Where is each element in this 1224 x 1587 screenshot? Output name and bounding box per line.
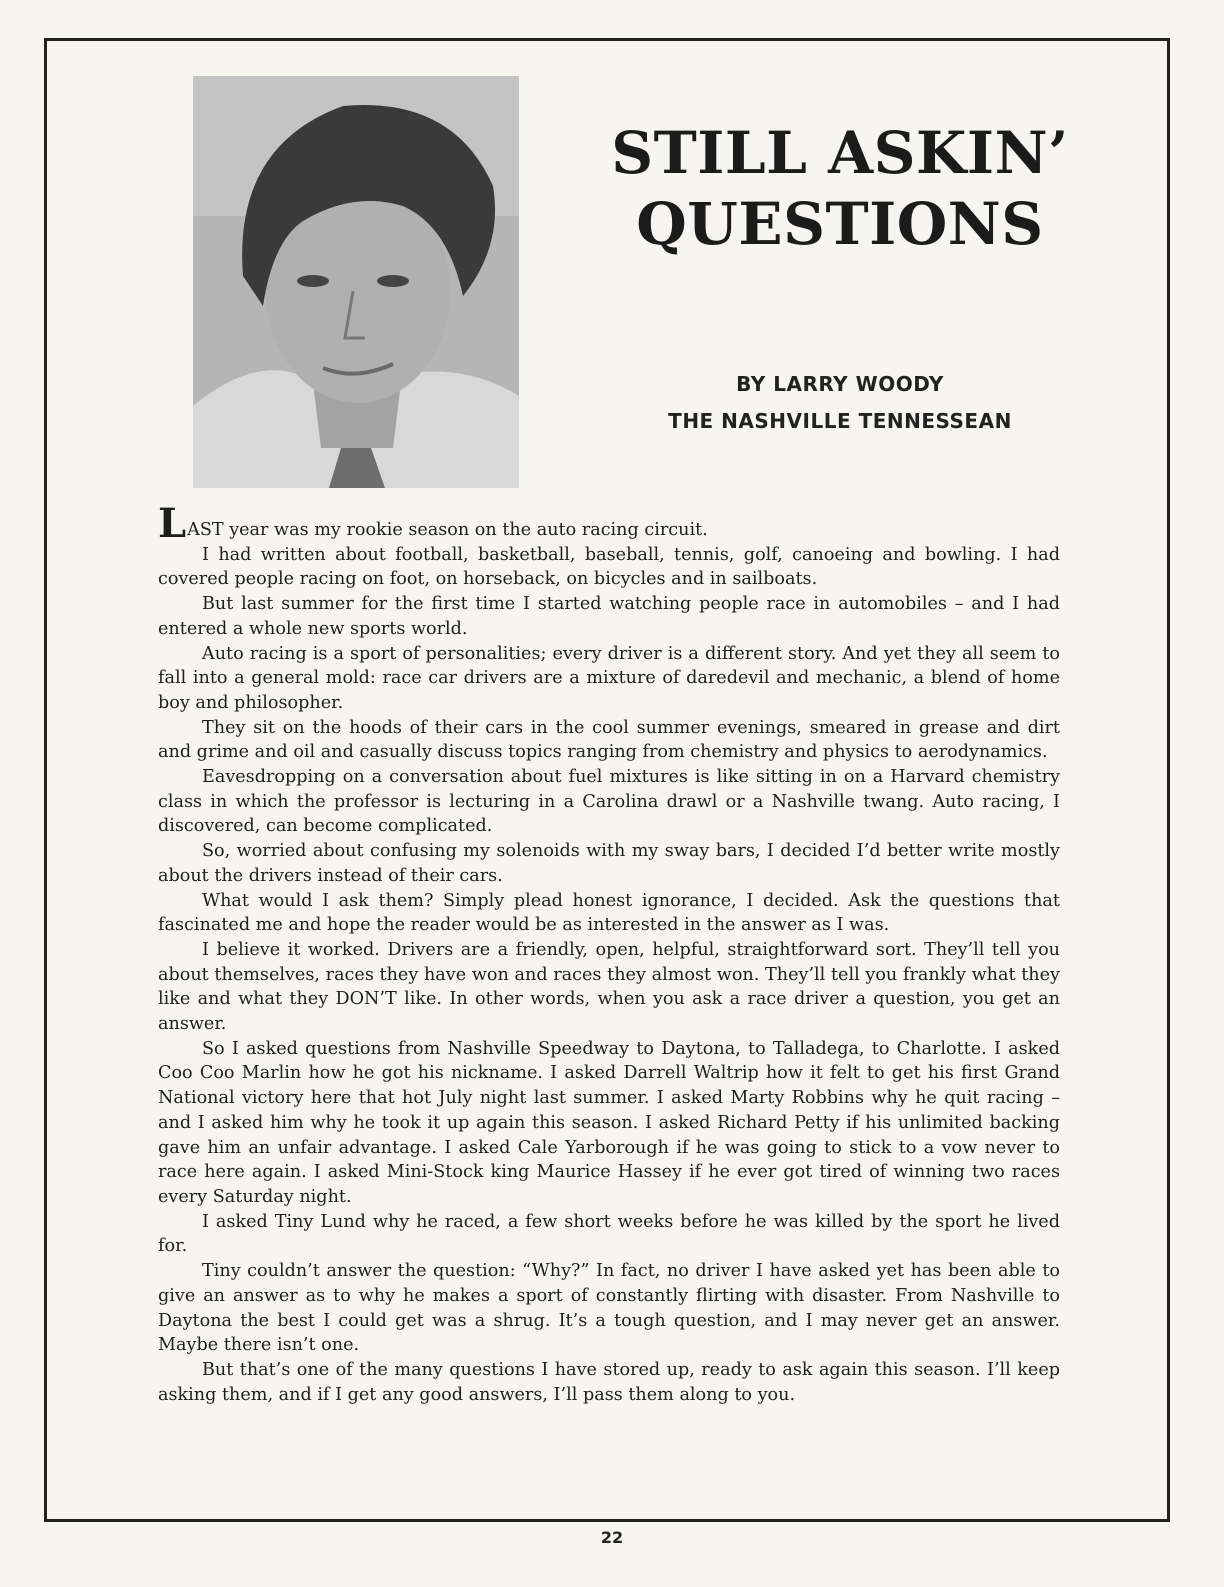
drop-cap: L <box>158 500 187 547</box>
paragraph-1 <box>158 500 1060 547</box>
paragraph: They sit on the hoods of their cars in the cool summer evenings, smeared in grease and dirt and grime and oil and casually discuss topics ranging from chemistry and physics to aerodynamics. <box>158 717 1060 763</box>
author-photo <box>193 76 519 488</box>
paragraph-1-text: AST year was my rookie season on the auto racing circuit. <box>187 520 708 540</box>
byline <box>640 366 1040 440</box>
title-line-2: QUESTIONS <box>636 190 1044 259</box>
page-number: 22 <box>600 1528 624 1547</box>
paragraph: But that’s one of the many questions I have stored up, ready to ask again this season. I’ll keep asking them, and if I get any good answers, I’ll pass them along to you. <box>158 1359 1060 1405</box>
paragraph: So I asked questions from Nashville Speedway to Daytona, to Talladega, to Charlotte. I asked Coo Coo Marlin how he got his nickname. I asked Darrell Waltrip how it felt to get his first Grand National victory here that hot July night last summer. I asked Marty Robbins why he quit racing – and I asked him why he took it up again this season. I asked Richard Petty if his unlimited backing gave him an unfair advantage. I asked Cale Yarborough if he was going to stick to a vow never to race here again. I asked Mini-Stock king Maurice Hassey if he ever got tired of winning two races every Saturday night. <box>158 1038 1060 1207</box>
paragraph: I asked Tiny Lund why he raced, a few short weeks before he was killed by the sport he lived for. <box>158 1211 1060 1257</box>
paragraph: So, worried about confusing my solenoids with my sway bars, I decided I’d better write mostly about the drivers instead of their cars. <box>158 841 1060 886</box>
paragraph: What would I ask them? Simply plead honest ignorance, I decided. Ask the questions that fascinated me and hope the reader would be as interested in the answer as I was. <box>158 890 1060 936</box>
publication-name: THE NASHVILLE TENNESSEAN <box>668 409 1012 433</box>
paragraph: Auto racing is a sport of personalities; every driver is a different story. And yet they all seem to fall into a general mold: race car drivers are a mixture of daredevil and mechanic, a blend of home boy and philosopher. <box>158 643 1060 713</box>
paragraph: I had written about football, basketball, baseball, tennis, golf, canoeing and bowling. I had covered people racing on foot, on horseback, on bicycles and in sailboats. <box>158 544 1060 590</box>
article-body <box>158 500 1060 1407</box>
paragraph: Tiny couldn’t answer the question: “Why?” In fact, no driver I have asked yet has been able to give an answer as to why he makes a sport of constantly flirting with disaster. From Nashville to Daytona the best I could get was a shrug. It’s a tough question, and I may never get an answer. Maybe there isn’t one. <box>158 1261 1060 1356</box>
paragraph: But last summer for the first time I started watching people race in automobiles – and I had entered a whole new sports world. <box>158 594 1060 639</box>
paragraph: I believe it worked. Drivers are a friendly, open, helpful, straightforward sort. They’ll tell you about themselves, races they have won and races they almost won. They’ll tell you frankly what they like and what they DON’T like. In other words, when you ask a race driver a question, you get an answer. <box>158 939 1060 1035</box>
title-line-1: STILL ASKIN’ <box>611 119 1069 187</box>
paragraph: Eavesdropping on a conversation about fuel mixtures is like sitting in on a Harvard chemistry class in which the professor is lecturing in a Carolina drawl or a Nashville twang. Auto racing, I discovered, can become complicated. <box>158 767 1060 837</box>
article-title <box>560 118 1120 261</box>
author-name: BY LARRY WOODY <box>736 372 944 396</box>
